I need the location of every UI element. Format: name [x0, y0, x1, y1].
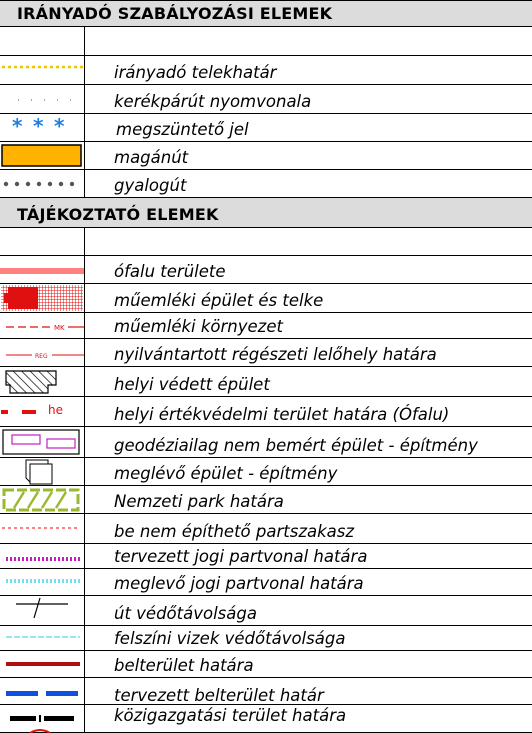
red-dash-mk-line-icon	[0, 313, 85, 339]
dotted-yellow-line-icon	[0, 56, 85, 85]
orange-rectangle-icon	[0, 142, 85, 170]
legend-label: út védőtávolsága	[114, 604, 257, 623]
legend-label: irányadó telekhatár	[114, 63, 277, 82]
pink-band-icon	[0, 256, 85, 284]
legend-row	[0, 313, 532, 339]
dotted-black-line-icon	[0, 85, 85, 114]
reg-text: REG	[35, 353, 48, 360]
legend-row	[0, 458, 532, 486]
legend-row	[0, 27, 532, 56]
legend-label: kerékpárút nyomvonala	[114, 92, 312, 111]
legend-symbol-cell	[0, 427, 85, 457]
legend-label: közigazgatási terület határa	[114, 706, 347, 725]
legend-label: belterület határa	[114, 656, 254, 675]
legend-symbol-cell	[0, 678, 85, 704]
legend-row	[0, 256, 532, 284]
red-hatched-block-icon	[0, 284, 85, 313]
legend-row	[0, 142, 532, 170]
legend-symbol-cell	[0, 56, 85, 84]
legend-symbol-cell	[0, 705, 85, 732]
legend-symbol-cell	[0, 85, 85, 113]
legend-label: be nem építhető partszakasz	[114, 522, 355, 541]
legend-symbol-cell	[0, 27, 85, 55]
legend-label: gyalogút	[114, 176, 187, 195]
legend-label: nyilvántartott régészeti lelőhely határa	[114, 345, 437, 364]
legend-symbol-cell	[0, 142, 85, 169]
legend-label: helyi értékvédelmi terület határa (Ófalu)	[114, 405, 450, 424]
section-header-guiding	[0, 0, 532, 27]
legend-row	[0, 596, 532, 626]
magenta-rectangles-icon	[0, 427, 85, 458]
legend-symbol-cell	[0, 284, 85, 312]
legend-symbol-cell	[0, 626, 85, 650]
legend-row	[0, 367, 532, 397]
legend-symbol-cell	[0, 569, 85, 595]
legend-row	[0, 56, 532, 85]
legend-row	[0, 544, 532, 569]
legend-row	[0, 705, 532, 733]
legend-row	[0, 170, 532, 198]
legend-symbol-cell	[0, 339, 85, 366]
legend-row	[0, 651, 532, 678]
section-title: IRÁNYADÓ SZABÁLYOZÁSI ELEMEK	[17, 4, 333, 23]
legend-row	[0, 626, 532, 651]
mk-text: MK	[54, 324, 65, 332]
red-reg-line-icon	[0, 339, 85, 367]
legend-label: műemléki környezet	[114, 317, 283, 336]
gray-dot-line-icon	[0, 170, 85, 198]
t-junction-icon	[0, 596, 85, 626]
blue-star-row-icon	[0, 114, 85, 142]
legend-label: ófalu területe	[114, 262, 226, 281]
legend-symbol-cell	[0, 544, 85, 568]
svg-text:*: *	[54, 114, 65, 138]
legend-label: megszüntető jel	[116, 120, 249, 139]
legend-row	[0, 514, 532, 544]
legend-label: magánút	[114, 148, 189, 167]
legend-label: felszíni vizek védőtávolsága	[114, 629, 346, 648]
legend-symbol-cell	[0, 514, 85, 543]
legend-row	[0, 228, 532, 256]
legend-symbol-cell	[0, 486, 85, 513]
magenta-dotted-line-icon	[0, 544, 85, 569]
he-text: he	[48, 403, 63, 417]
legend-row	[0, 427, 532, 458]
red-dash-he-line-icon	[0, 397, 85, 427]
legend-symbol-cell	[0, 397, 85, 426]
legend-label: Nemzeti park határa	[114, 492, 284, 511]
svg-text:*: *	[12, 114, 23, 138]
legend-label: geodéziailag nem bemért épület - építmény	[114, 436, 478, 455]
legend-row	[0, 85, 532, 114]
legend-row	[0, 486, 532, 514]
cyan-dashed-line-icon	[0, 626, 85, 651]
section-title: TÁJÉKOZTATÓ ELEMEK	[17, 205, 219, 224]
legend-row	[0, 114, 532, 142]
legend-symbol-cell	[0, 256, 85, 283]
blue-dash-line-icon	[0, 678, 85, 705]
legend-symbol-cell	[0, 367, 85, 396]
cyan-dotted-line-icon	[0, 569, 85, 596]
legend-symbol-cell	[0, 651, 85, 677]
legend-symbol-cell	[0, 313, 85, 338]
section-header-info	[0, 198, 532, 228]
svg-text:*: *	[33, 114, 44, 138]
legend-row	[0, 397, 532, 427]
legend-label: helyi védett épület	[114, 375, 270, 394]
pink-dotted-line-icon	[0, 514, 85, 544]
hatched-building-icon	[0, 367, 85, 397]
legend-row	[0, 284, 532, 313]
legend-label: tervezett belterület határ	[114, 686, 324, 705]
legend-symbol-cell	[0, 458, 85, 485]
legend-symbol-cell	[0, 170, 85, 197]
legend-row	[0, 678, 532, 705]
legend-label: meglévő épület - építmény	[114, 464, 338, 483]
overlapping-squares-icon	[0, 458, 85, 486]
dark-red-line-icon	[0, 651, 85, 678]
green-hatched-band-icon	[0, 486, 85, 514]
legend-label: meglevő jogi partvonal határa	[114, 574, 364, 593]
legend-label: műemléki épület és telke	[114, 291, 324, 310]
black-dash-line-icon	[0, 705, 85, 733]
legend-symbol-cell	[0, 114, 85, 141]
legend-row	[0, 339, 532, 367]
legend-label: tervezett jogi partvonal határa	[114, 547, 368, 566]
legend-row	[0, 569, 532, 596]
legend-symbol-cell	[0, 596, 85, 625]
legend-symbol-cell	[0, 228, 85, 255]
